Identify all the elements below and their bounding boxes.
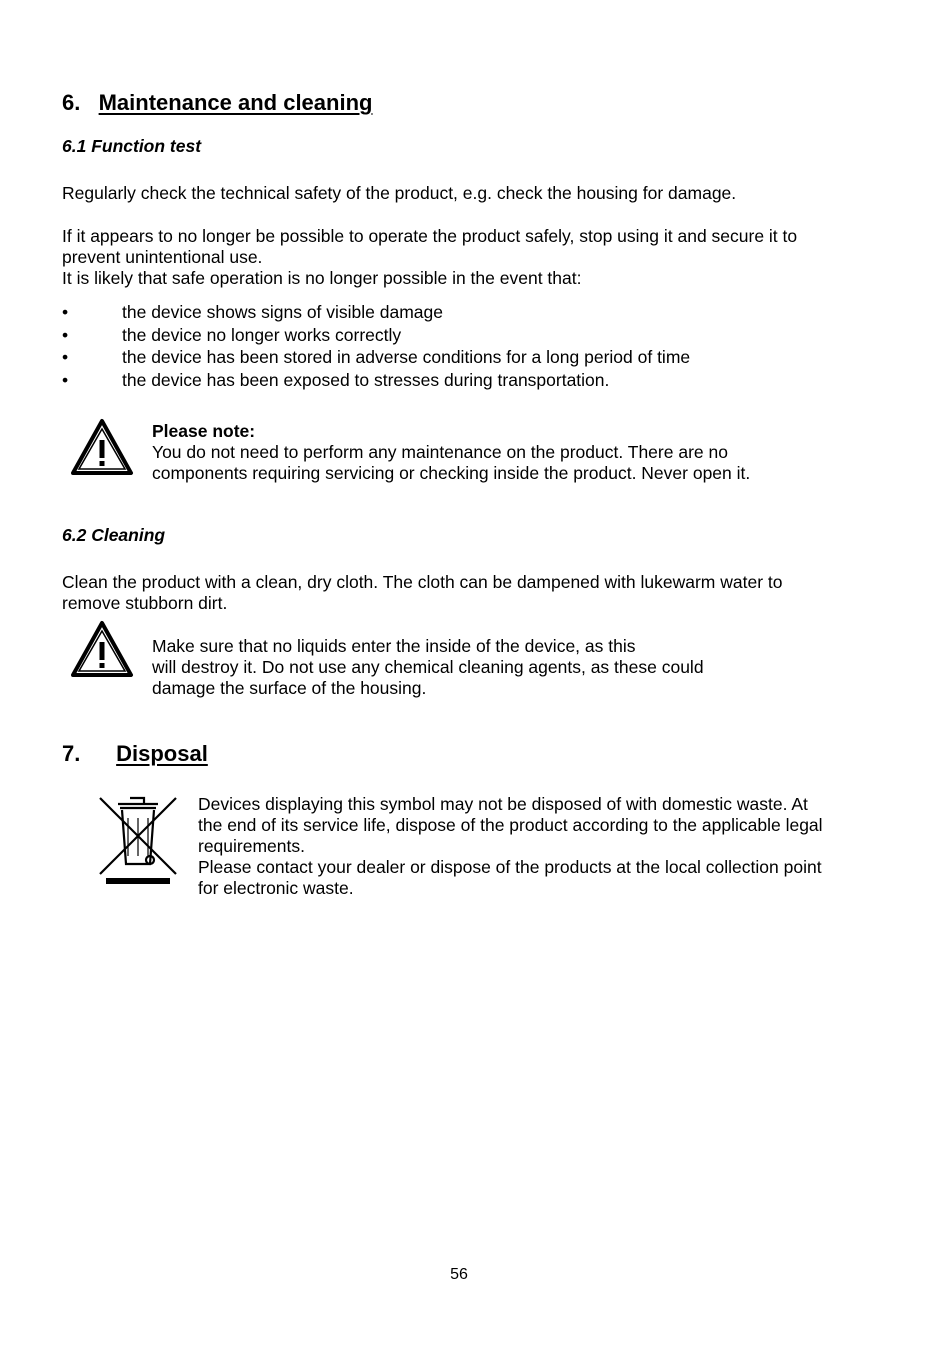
section-6-number: 6. xyxy=(62,90,81,115)
paragraph-line: Clean the product with a clean, dry cloth. The cloth can be dampened with lukewarm water to xyxy=(62,572,783,592)
paragraph-line: If it appears to no longer be possible to operate the product safely, stop using it and secure it to xyxy=(62,226,798,246)
disposal-line: the end of its service life, dispose of the product according to the applicable legal xyxy=(198,815,823,835)
bullet-marker: • xyxy=(62,369,69,390)
bullet-marker: • xyxy=(62,324,69,345)
note-block xyxy=(152,421,852,484)
section-7-number: 7. xyxy=(62,741,81,766)
paragraph-safety-check: Regularly check the technical safety of the product, e.g. check the housing for damage. xyxy=(62,183,737,203)
note-line: components requiring servicing or checking inside the product. Never open it. xyxy=(152,463,751,483)
paragraph-line: It is likely that safe operation is no longer possible in the event that: xyxy=(62,268,582,288)
subsection-6-1-title: 6.1 Function test xyxy=(62,136,202,156)
disposal-line: Please contact your dealer or dispose of the products at the local collection point xyxy=(198,857,822,877)
warning-line: Make sure that no liquids enter the inside of the device, as this xyxy=(152,636,636,656)
page-number: 56 xyxy=(450,1266,468,1283)
disposal-text xyxy=(198,794,898,899)
warning-triangle-icon xyxy=(70,418,134,476)
bullet-text: the device has been stored in adverse conditions for a long period of time xyxy=(122,347,691,367)
section-6-heading xyxy=(62,90,372,116)
bullet-text: the device shows signs of visible damage xyxy=(122,302,444,322)
section-7-title: Disposal xyxy=(116,741,208,766)
paragraph-line: prevent unintentional use. xyxy=(62,247,263,267)
bullet-marker: • xyxy=(62,302,69,322)
bullet-text: the device no longer works correctly xyxy=(122,324,402,345)
section-7-heading xyxy=(62,741,208,767)
warning-triangle-icon xyxy=(70,620,134,678)
section-6-title: Maintenance and cleaning xyxy=(98,90,373,115)
note-heading: Please note: xyxy=(152,421,256,441)
bullet-text: the device has been exposed to stresses during transportation. xyxy=(122,369,610,390)
paragraph-cleaning xyxy=(62,572,862,614)
subsection-6-2-title: 6.2 Cleaning xyxy=(62,525,166,545)
note-line: You do not need to perform any maintenance on the product. There are no xyxy=(152,442,728,462)
disposal-line: for electronic waste. xyxy=(198,878,354,898)
disposal-line: requirements. xyxy=(198,836,305,856)
paragraph-unsafe-operation xyxy=(62,226,862,289)
paragraph-line: remove stubborn dirt. xyxy=(62,593,228,613)
disposal-line: Devices displaying this symbol may not be disposed of with domestic waste. At xyxy=(198,794,808,814)
warning-block xyxy=(152,636,852,699)
warning-line: will destroy it. Do not use any chemical cleaning agents, as these could xyxy=(152,657,704,677)
weee-bin-icon xyxy=(98,794,178,886)
bullet-marker: • xyxy=(62,347,69,367)
warning-line: damage the surface of the housing. xyxy=(152,678,427,698)
